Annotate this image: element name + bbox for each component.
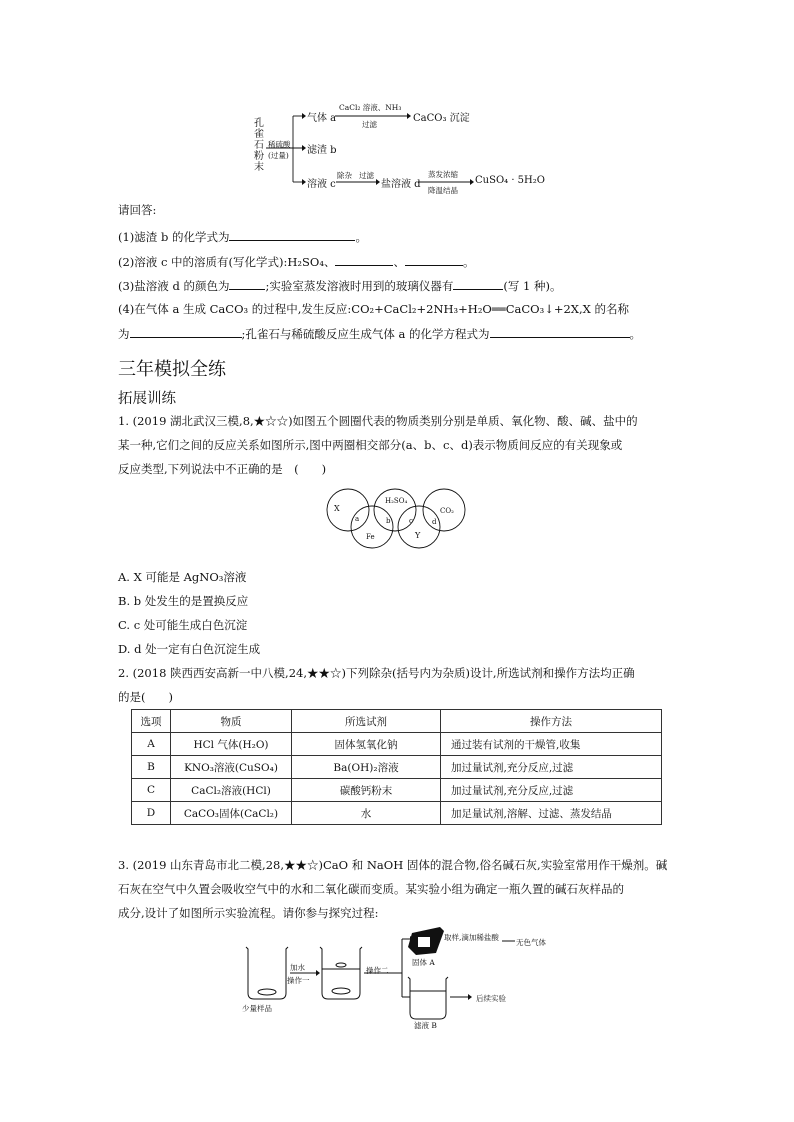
answer-blank[interactable] <box>229 229 355 241</box>
salt-solution-d-label: 盐溶液 d <box>381 179 421 190</box>
venn-a: a <box>355 515 360 523</box>
answer-blank[interactable] <box>229 278 265 290</box>
problem-2-text: 的是( ) <box>118 690 173 704</box>
venn-c: c <box>409 517 413 525</box>
answer-blank[interactable] <box>130 326 242 338</box>
header-cell: 所选试剂 <box>292 710 441 733</box>
operation-one-label: 操作一 <box>287 976 310 985</box>
table-row <box>132 802 662 825</box>
answer-blank[interactable] <box>453 278 503 290</box>
problem-1-option-a[interactable]: A. X 可能是 AgNO₃溶液 <box>118 570 247 584</box>
step-filter: 过滤 <box>359 171 374 180</box>
table-cell: 加过量试剂,充分反应,过滤 <box>441 779 662 802</box>
caco3-product: CaCO₃ 沉淀 <box>413 113 470 124</box>
operation-two-label: 操作二 <box>366 966 389 975</box>
table-header-row <box>132 710 662 733</box>
question-1: (1)滤渣 b 的化学式为 。 <box>118 230 367 244</box>
venn-label-x: X <box>334 504 340 513</box>
venn-label-co2: CO₂ <box>440 507 454 515</box>
circle-fe <box>351 506 393 548</box>
table-cell: KNO₃溶液(CuSO₄) <box>171 756 292 779</box>
flow1-arrows <box>0 0 794 200</box>
header-cell: 选项 <box>132 710 171 733</box>
venn-label-y: Y <box>415 531 421 540</box>
header-cell: 物质 <box>171 710 292 733</box>
answer-blank[interactable] <box>335 254 393 266</box>
crystallize-label: 降温结晶 <box>428 186 458 195</box>
question-3: (3)盐溶液 d 的颜色为 ;实验室蒸发溶液时用到的玻璃仪器有 (写 1 种)。 <box>118 279 562 293</box>
problem-1-option-d[interactable]: D. d 处一定有白色沉淀生成 <box>118 642 261 656</box>
table-cell: 水 <box>292 802 441 825</box>
venn-b: b <box>386 517 391 525</box>
venn-label-h2so4: H₂SO₄ <box>385 497 408 505</box>
section-title: 三年模拟全练 <box>118 359 226 380</box>
problem-1-option-c[interactable]: C. c 处可能生成白色沉淀 <box>118 618 248 632</box>
beaker-filtrate <box>408 977 448 1019</box>
problem-3-text: 3. (2019 山东青岛市北二模,28,★★☆)CaO 和 NaOH 固体的混合物,俗名碱石灰,实验室常用作干燥剂。碱 <box>118 858 668 872</box>
solid-a-label: 固体 A <box>412 958 435 967</box>
experiment-flow-diagram <box>240 925 560 1020</box>
filtrate-b-label: 滤液 B <box>414 1021 437 1030</box>
table-cell: B <box>132 756 171 779</box>
add-water-label: 加水 <box>290 963 305 972</box>
beaker-sample <box>246 947 288 999</box>
problem-3-text: 成分,设计了如图所示实验流程。请你参与探究过程: <box>118 906 379 920</box>
source-label: 孔 雀 石 粉 末 <box>254 118 264 173</box>
problem-3-text: 石灰在空气中久置会吸收空气中的水和二氧化碳而变质。某实验小组为确定一瓶久置的碱石灰样品的 <box>118 882 624 896</box>
problem-1-text: 反应类型,下列说法中不正确的是 ( ) <box>118 462 327 476</box>
table-cell: A <box>132 733 171 756</box>
header-cell: 操作方法 <box>441 710 662 733</box>
final-product: CuSO₄ · 5H₂O <box>475 175 545 186</box>
answer-blank[interactable] <box>490 326 630 338</box>
venn-d: d <box>432 518 437 526</box>
reagent-condition: (过量) <box>268 151 289 160</box>
solid-a-action: 取样,滴加稀盐酸 <box>444 933 499 942</box>
problem-2-text: 2. (2018 陕西西安高新一中八模,24,★★☆)下列除杂(括号内为杂质)设计,所选试剂和操作方法均正确 <box>118 666 635 680</box>
table-cell: 固体氢氧化钠 <box>292 733 441 756</box>
question-4-line1: (4)在气体 a 生成 CaCO₃ 的过程中,发生反应:CO₂+CaCl₂+2NH₃+H₂O══CaCO₃↓+2X,X 的名称 <box>118 302 629 316</box>
beaker-mixture <box>320 947 362 999</box>
gas-result: 无色气体 <box>516 938 546 947</box>
problem-1-text: 某一种,它们之间的反应关系如图所示,图中两圈相交部分(a、b、c、d)表示物质间反应的有关现象或 <box>118 438 623 452</box>
venn-label-fe: Fe <box>366 533 375 541</box>
circle-y <box>398 506 440 548</box>
table-cell: 加过量试剂,充分反应,过滤 <box>441 756 662 779</box>
question-2: (2)溶液 c 中的溶质有(写化学式):H₂SO₄、 、 。 <box>118 255 475 269</box>
gas-a-label: 气体 a <box>307 113 337 124</box>
table-cell: 通过装有试剂的干燥管,收集 <box>441 733 662 756</box>
table-cell: CaCl₂溶液(HCl) <box>171 779 292 802</box>
questions-intro: 请回答: <box>118 203 157 217</box>
table-cell: HCl 气体(H₂O) <box>171 733 292 756</box>
problem-1-text: 1. (2019 湖北武汉三模,8,★☆☆)如图五个圆圈代表的物质类别分别是单质、氧化物、酸、碱、盐中的 <box>118 414 638 428</box>
table-cell: C <box>132 779 171 802</box>
gas-reagent: CaCl₂ 溶液、NH₃ <box>339 103 402 112</box>
answer-blank[interactable] <box>405 254 463 266</box>
table-row <box>132 733 662 756</box>
options-table <box>131 709 662 825</box>
solution-c-label: 溶液 c <box>307 179 336 190</box>
table-cell: CaCO₃固体(CaCl₂) <box>171 802 292 825</box>
table-cell: Ba(OH)₂溶液 <box>292 756 441 779</box>
residue-b-label: 滤渣 b <box>307 145 337 156</box>
problem-1-option-b[interactable]: B. b 处发生的是置换反应 <box>118 594 249 608</box>
table-cell: 加足量试剂,溶解、过滤、蒸发结晶 <box>441 802 662 825</box>
table-row <box>132 756 662 779</box>
evaporate-label: 蒸发浓缩 <box>428 170 458 179</box>
gas-filter-label: 过滤 <box>362 120 377 129</box>
step-purify: 除杂 <box>337 171 352 180</box>
table-cell: 碳酸钙粉末 <box>292 779 441 802</box>
filtrate-action: 后续实验 <box>476 994 506 1003</box>
table-cell: D <box>132 802 171 825</box>
reagent-label: 稀硫酸 <box>268 140 291 149</box>
subsection-title: 拓展训练 <box>118 391 176 407</box>
sample-label: 少量样品 <box>242 1004 272 1013</box>
question-4-line2: 为 ;孔雀石与稀硫酸反应生成气体 a 的化学方程式为 。 <box>118 327 642 341</box>
table-row <box>132 779 662 802</box>
